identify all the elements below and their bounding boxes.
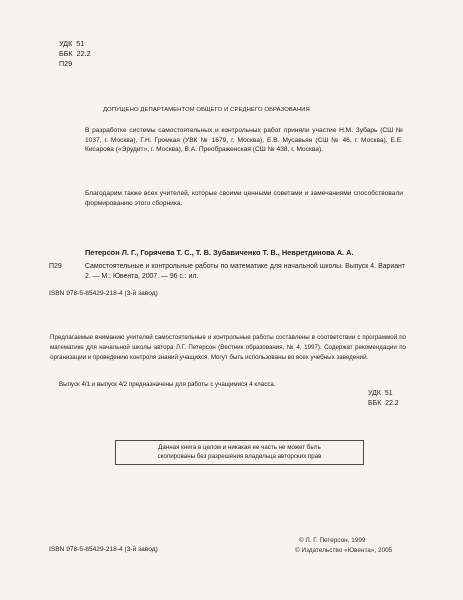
annotation-paragraph: Предлагаемые вниманию учителей самостоятельные и контрольные работы составлены в соответствии с программой по математике для начальной школы автора Л.Г. Петерсон (Вестник образования, № 4, 1997). Содержат рекомендации по организации и проведению контроля знаний учащихся. Могут быть использованы во всех учебных заведений. — [50, 334, 406, 361]
author-mark: П29 — [59, 59, 73, 68]
bibliographic-description: Самостоятельные и контрольные работы по математике для начальной школы. Выпуск 4. Вариант 2. — М.: Ювента, 2007. — 96 с.: ил. — [85, 263, 405, 280]
bbk-code-bottom: ББК 22.2 — [368, 400, 399, 407]
issue-note: Выпуск 4/1 и выпуск 4/2 предназначены для работы с учащимися 4 класса. — [59, 381, 276, 388]
authors-line: Петерсон Л. Г., Горячева Т. С., Т. В. Зубавиченко Т. В., Невретдинова А. А. — [85, 248, 354, 257]
isbn-bottom: ISBN 978-5-85429-218-4 (3-й завод) — [49, 546, 158, 553]
udk-code: УДК 51 — [59, 39, 85, 48]
copyright-author: © Л. Г. Петерсон, 1999 — [299, 537, 366, 544]
approval-line: ДОПУЩЕНО ДЕПАРТАМЕНТОМ ОБЩЕГО И СРЕДНЕГО ОБРАЗОВАНИЯ — [103, 107, 310, 113]
isbn-top: ISBN 978-5-85429-218-4 (3-й завод) — [49, 290, 158, 297]
notice-line-1: Данная книга в целом и никакая ее часть не может быть — [158, 444, 321, 451]
copyright-notice-box — [115, 440, 364, 465]
copyright-publisher: © Издательство «Ювента», 2005 — [295, 547, 393, 554]
acknowledgement-paragraph: Благодарим также всех учителей, которые своими ценными советами и замечаниями способствовали формированию этого сборника. — [85, 190, 403, 207]
author-mark-inline: П29 — [49, 263, 62, 270]
udk-code-bottom: УДК 51 — [368, 390, 393, 397]
contributors-paragraph: В разработке системы самостоятельных и контрольных работ приняли участие Н.М. Зубарь (СШ № 1037, г. Москва), Г.Н. Громкая (УВК № 1679, г. Москва), Е.В. Мусавьян (СШ № 46, г. Москва), Е.Е. Кисарова («Эрудит», г. Москва), В.А. Преображенская (СШ № 438, г. Москва). — [85, 127, 403, 154]
classification-codes-bottom — [368, 389, 399, 409]
notice-line-2: скопированы без разрешения владельца авторских прав — [157, 453, 322, 461]
classification-codes-top — [59, 39, 91, 69]
bbk-code: ББК 22.2 — [59, 49, 91, 58]
